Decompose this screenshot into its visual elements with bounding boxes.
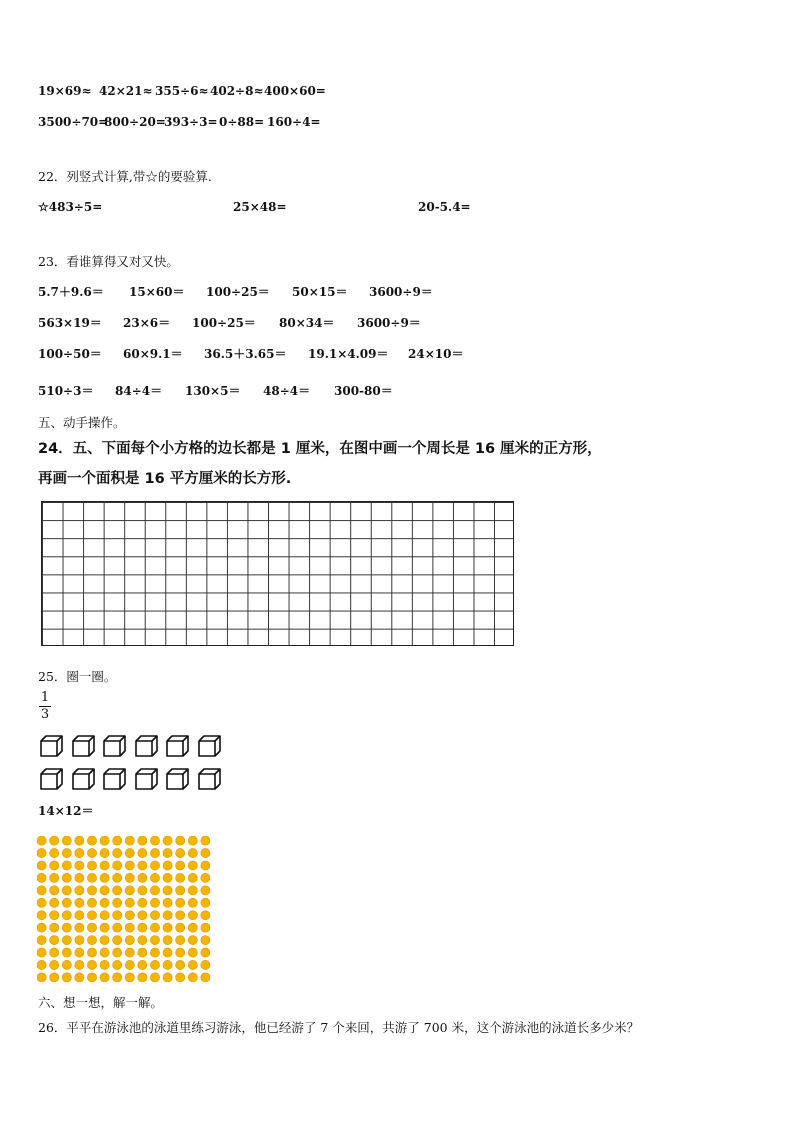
fraction-one-third bbox=[39, 690, 51, 723]
dot bbox=[176, 898, 185, 907]
expr: 24×10＝ bbox=[408, 347, 464, 361]
dot bbox=[100, 935, 109, 944]
dot bbox=[75, 873, 84, 882]
dot bbox=[37, 898, 46, 907]
expr: 100÷25＝ bbox=[206, 285, 270, 299]
dot bbox=[37, 873, 46, 882]
expr: 84÷4＝ bbox=[115, 384, 163, 398]
dot bbox=[62, 923, 71, 932]
dot bbox=[138, 923, 147, 932]
dot bbox=[138, 898, 147, 907]
dot bbox=[188, 848, 197, 857]
dot bbox=[201, 873, 210, 882]
dot bbox=[150, 873, 159, 882]
dot bbox=[176, 923, 185, 932]
expr: 60×9.1＝ bbox=[123, 347, 183, 361]
expr: 355÷6≈ bbox=[155, 84, 209, 98]
dot bbox=[75, 973, 84, 982]
expr: 19.1×4.09＝ bbox=[308, 347, 389, 361]
dot bbox=[188, 873, 197, 882]
dot bbox=[50, 836, 59, 845]
dot bbox=[50, 861, 59, 870]
dot bbox=[113, 973, 122, 982]
dot bbox=[150, 886, 159, 895]
dot bbox=[50, 873, 59, 882]
dot bbox=[163, 861, 172, 870]
dot bbox=[163, 923, 172, 932]
dot bbox=[188, 960, 197, 969]
expr: 130×5＝ bbox=[185, 384, 241, 398]
dot bbox=[125, 935, 134, 944]
dot bbox=[176, 960, 185, 969]
dot bbox=[201, 898, 210, 907]
dot bbox=[113, 836, 122, 845]
dot bbox=[50, 911, 59, 920]
dot bbox=[75, 848, 84, 857]
dot bbox=[150, 948, 159, 957]
dot bbox=[201, 935, 210, 944]
dot bbox=[125, 848, 134, 857]
expr: 80×34＝ bbox=[279, 316, 335, 330]
dot bbox=[87, 848, 96, 857]
dot bbox=[100, 923, 109, 932]
dot bbox=[37, 973, 46, 982]
question-26-text: 26．平平在游泳池的泳道里练习游泳，他已经游了 7 个来回，共游了 700 米，这个游泳池的泳道长多少米？ bbox=[38, 1020, 640, 1035]
dot bbox=[75, 960, 84, 969]
dot bbox=[176, 836, 185, 845]
dot bbox=[50, 948, 59, 957]
expr: 160÷4= bbox=[267, 115, 321, 129]
dot bbox=[113, 923, 122, 932]
dot bbox=[87, 911, 96, 920]
dot bbox=[62, 898, 71, 907]
dot bbox=[87, 948, 96, 957]
expr: 800÷20= bbox=[104, 115, 166, 129]
dot bbox=[176, 886, 185, 895]
dot bbox=[50, 898, 59, 907]
expr: 5.7＋9.6＝ bbox=[38, 285, 104, 299]
expr: ☆483÷5= bbox=[38, 200, 103, 214]
dot bbox=[37, 886, 46, 895]
cube-icon[interactable] bbox=[166, 768, 190, 790]
dot bbox=[138, 836, 147, 845]
dot bbox=[62, 973, 71, 982]
dot bbox=[188, 898, 197, 907]
dot bbox=[62, 948, 71, 957]
dot bbox=[75, 948, 84, 957]
question-25-expression: 14×12＝ bbox=[38, 804, 94, 818]
expr: 0÷88= bbox=[219, 115, 265, 129]
cube-icon[interactable] bbox=[135, 768, 159, 790]
dot bbox=[138, 935, 147, 944]
dot bbox=[201, 923, 210, 932]
dot bbox=[100, 886, 109, 895]
section-5-heading: 五、动手操作。 bbox=[38, 415, 126, 430]
dot bbox=[201, 948, 210, 957]
expr: 3600÷9＝ bbox=[369, 285, 433, 299]
cube-icon[interactable] bbox=[72, 735, 96, 757]
dot bbox=[150, 848, 159, 857]
dot bbox=[150, 973, 159, 982]
dot bbox=[150, 836, 159, 845]
expr: 100÷50＝ bbox=[38, 347, 102, 361]
expr: 15×60＝ bbox=[129, 285, 185, 299]
dot bbox=[113, 960, 122, 969]
dot bbox=[50, 886, 59, 895]
dot bbox=[163, 911, 172, 920]
dot bbox=[100, 911, 109, 920]
question-22-title: 22．列竖式计算,带☆的要验算. bbox=[38, 169, 212, 184]
dot bbox=[188, 948, 197, 957]
dot bbox=[87, 923, 96, 932]
section-6-heading: 六、想一想，解一解。 bbox=[38, 995, 164, 1010]
dot bbox=[138, 911, 147, 920]
expr: 563×19＝ bbox=[38, 316, 102, 330]
dot bbox=[62, 848, 71, 857]
dot bbox=[188, 935, 197, 944]
dot bbox=[201, 848, 210, 857]
dot bbox=[188, 973, 197, 982]
dot bbox=[201, 861, 210, 870]
dot bbox=[138, 886, 147, 895]
dot bbox=[176, 911, 185, 920]
dot bbox=[188, 923, 197, 932]
dot bbox=[50, 973, 59, 982]
dot bbox=[163, 848, 172, 857]
dot bbox=[125, 873, 134, 882]
dot bbox=[87, 873, 96, 882]
dot bbox=[37, 861, 46, 870]
cube-icon[interactable] bbox=[198, 735, 222, 757]
dot bbox=[50, 960, 59, 969]
dot bbox=[113, 935, 122, 944]
dot bbox=[176, 848, 185, 857]
question-25-title: 25．圈一圈。 bbox=[38, 669, 117, 684]
dot bbox=[75, 923, 84, 932]
dot bbox=[201, 960, 210, 969]
dot bbox=[125, 861, 134, 870]
dot bbox=[100, 873, 109, 882]
expr: 50×15＝ bbox=[292, 285, 348, 299]
dot bbox=[37, 935, 46, 944]
dot bbox=[150, 861, 159, 870]
expr: 48÷4＝ bbox=[263, 384, 311, 398]
expr: 20-5.4= bbox=[418, 200, 471, 214]
dot bbox=[62, 886, 71, 895]
expr: 510÷3＝ bbox=[38, 384, 94, 398]
drawing-grid[interactable] bbox=[41, 501, 514, 646]
dot bbox=[138, 873, 147, 882]
dot bbox=[150, 898, 159, 907]
dot bbox=[50, 848, 59, 857]
dot bbox=[87, 973, 96, 982]
dot bbox=[176, 935, 185, 944]
dot bbox=[163, 898, 172, 907]
dot bbox=[176, 973, 185, 982]
dot bbox=[163, 948, 172, 957]
dot bbox=[62, 935, 71, 944]
expr: 3500÷70= bbox=[38, 115, 109, 129]
cube-icon[interactable] bbox=[40, 768, 64, 790]
dot bbox=[176, 861, 185, 870]
dot bbox=[163, 935, 172, 944]
dot bbox=[100, 836, 109, 845]
dot bbox=[87, 836, 96, 845]
dot bbox=[188, 911, 197, 920]
dot bbox=[138, 973, 147, 982]
dot bbox=[87, 898, 96, 907]
expr: 19×69≈ bbox=[38, 84, 92, 98]
dot bbox=[163, 873, 172, 882]
fraction-denominator: 3 bbox=[40, 707, 50, 722]
dot bbox=[113, 861, 122, 870]
dot bbox=[138, 848, 147, 857]
dot bbox=[113, 898, 122, 907]
dot bbox=[50, 923, 59, 932]
dot bbox=[100, 898, 109, 907]
fraction-numerator: 1 bbox=[40, 690, 50, 705]
dot bbox=[50, 935, 59, 944]
dot bbox=[87, 960, 96, 969]
dot bbox=[113, 911, 122, 920]
dot bbox=[150, 923, 159, 932]
dot bbox=[75, 836, 84, 845]
dot bbox=[62, 911, 71, 920]
dot bbox=[176, 873, 185, 882]
dot-array bbox=[37, 836, 210, 982]
dot bbox=[113, 873, 122, 882]
dot bbox=[87, 935, 96, 944]
expr: 42×21≈ bbox=[99, 84, 153, 98]
dot bbox=[125, 973, 134, 982]
dot bbox=[37, 848, 46, 857]
dot bbox=[37, 911, 46, 920]
expr: 402÷8≈ bbox=[210, 84, 264, 98]
dot bbox=[75, 861, 84, 870]
dot bbox=[163, 973, 172, 982]
dot bbox=[62, 861, 71, 870]
dot bbox=[125, 923, 134, 932]
dot bbox=[125, 836, 134, 845]
question-24-line-1: 24．五、下面每个小方格的边长都是 1 厘米，在图中画一个周长是 16 厘米的正方形， bbox=[38, 441, 602, 457]
dot bbox=[113, 886, 122, 895]
cube-icon[interactable] bbox=[198, 768, 222, 790]
expr: 400×60= bbox=[264, 84, 326, 98]
dot bbox=[62, 960, 71, 969]
expr: 3600÷9＝ bbox=[357, 316, 421, 330]
cube-icon[interactable] bbox=[103, 768, 127, 790]
cube-icon[interactable] bbox=[103, 735, 127, 757]
dot bbox=[163, 886, 172, 895]
cube-icon[interactable] bbox=[40, 735, 64, 757]
dot bbox=[188, 836, 197, 845]
dot bbox=[125, 948, 134, 957]
dot bbox=[37, 948, 46, 957]
question-23-title: 23．看谁算得又对又快。 bbox=[38, 254, 179, 269]
dot bbox=[62, 873, 71, 882]
dot bbox=[75, 886, 84, 895]
dot bbox=[176, 948, 185, 957]
dot bbox=[125, 886, 134, 895]
dot bbox=[87, 861, 96, 870]
dot bbox=[113, 948, 122, 957]
dot bbox=[201, 836, 210, 845]
dot bbox=[87, 886, 96, 895]
cube-icon[interactable] bbox=[72, 768, 96, 790]
dot bbox=[163, 960, 172, 969]
dot bbox=[113, 848, 122, 857]
dot bbox=[62, 836, 71, 845]
dot bbox=[125, 960, 134, 969]
dot bbox=[188, 886, 197, 895]
dot bbox=[150, 960, 159, 969]
dot bbox=[75, 898, 84, 907]
expr: 393÷3= bbox=[164, 115, 218, 129]
dot bbox=[150, 935, 159, 944]
question-24-line-2: 再画一个面积是 16 平方厘米的长方形. bbox=[38, 471, 292, 487]
expr: 25×48= bbox=[233, 200, 287, 214]
dot bbox=[138, 948, 147, 957]
dot bbox=[100, 960, 109, 969]
cube-icon[interactable] bbox=[166, 735, 190, 757]
dot bbox=[201, 911, 210, 920]
dot bbox=[100, 861, 109, 870]
dot bbox=[201, 886, 210, 895]
cube-icon[interactable] bbox=[135, 735, 159, 757]
dot bbox=[125, 898, 134, 907]
dot bbox=[75, 935, 84, 944]
dot bbox=[100, 848, 109, 857]
dot bbox=[201, 973, 210, 982]
dot bbox=[100, 973, 109, 982]
expr: 23×6＝ bbox=[123, 316, 171, 330]
dot bbox=[163, 836, 172, 845]
dot bbox=[138, 960, 147, 969]
dot bbox=[37, 836, 46, 845]
dot bbox=[125, 911, 134, 920]
expr: 300-80＝ bbox=[334, 384, 393, 398]
dot bbox=[100, 948, 109, 957]
dot bbox=[37, 923, 46, 932]
dot bbox=[188, 861, 197, 870]
expr: 100÷25＝ bbox=[192, 316, 256, 330]
dot bbox=[37, 960, 46, 969]
dot bbox=[75, 911, 84, 920]
dot bbox=[150, 911, 159, 920]
expr: 36.5＋3.65＝ bbox=[204, 347, 287, 361]
dot bbox=[138, 861, 147, 870]
